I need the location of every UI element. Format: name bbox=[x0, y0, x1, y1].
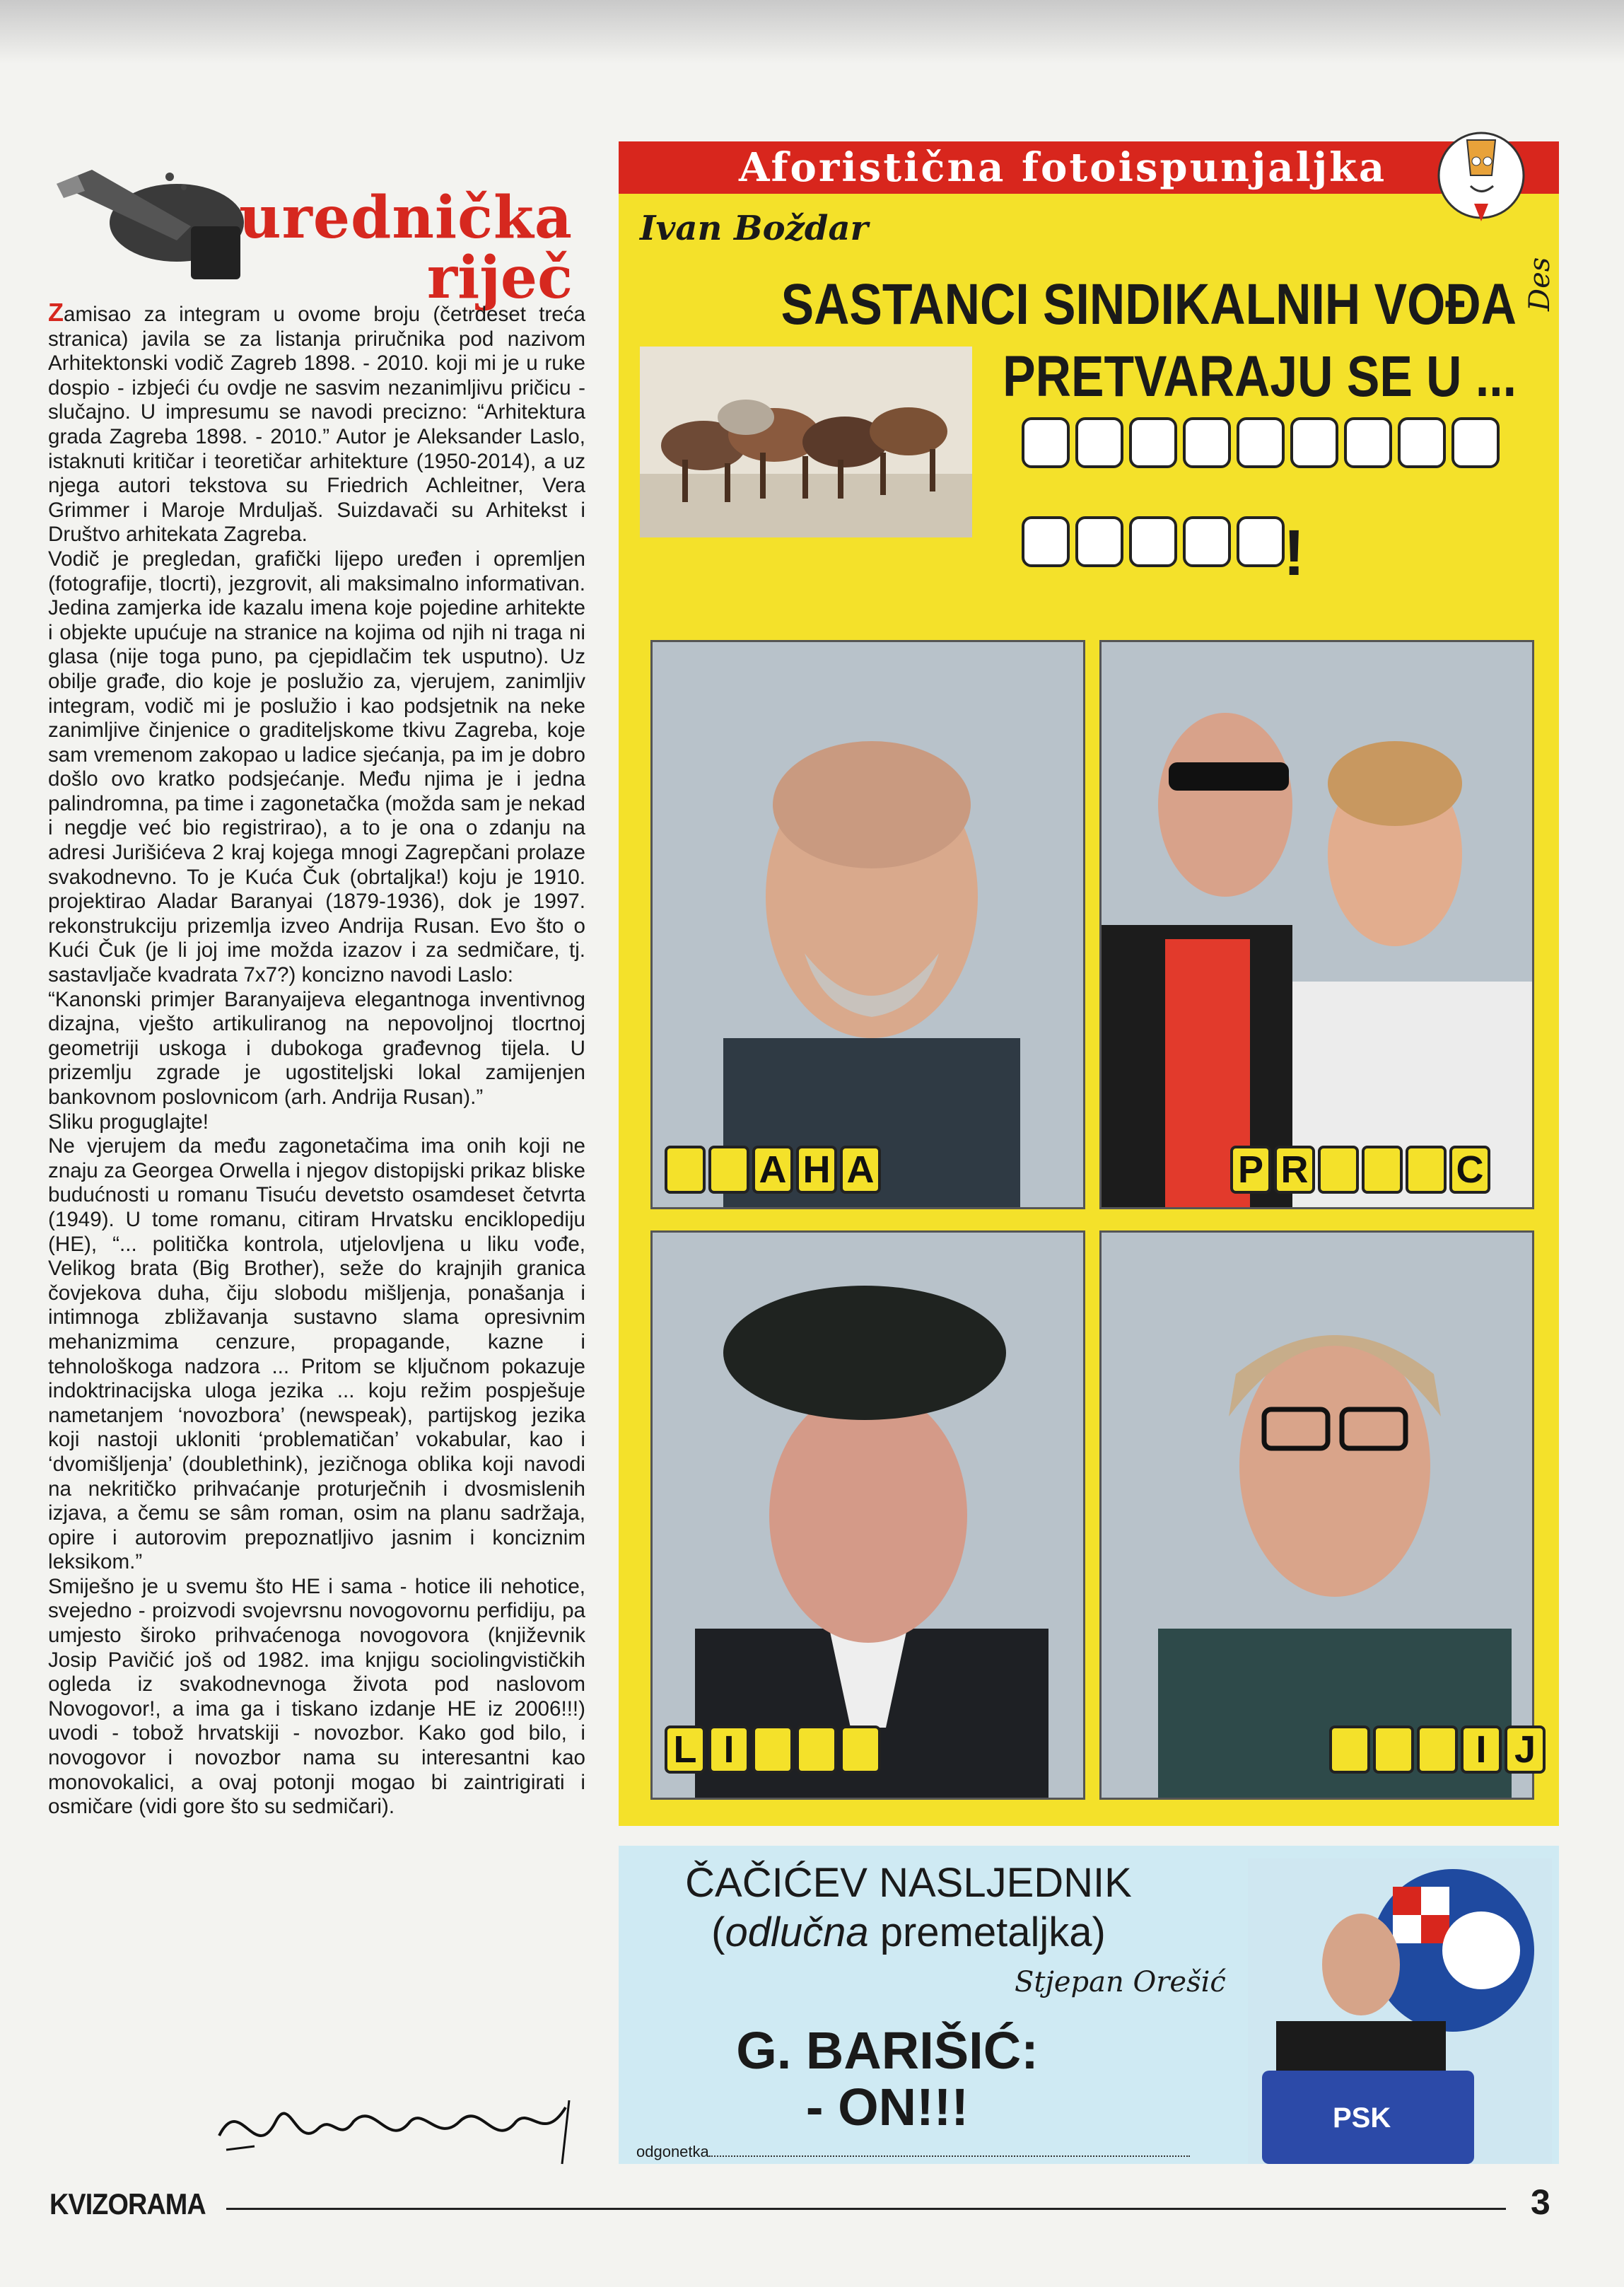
clue-cell[interactable]: H bbox=[796, 1146, 837, 1194]
answer-cell[interactable] bbox=[1183, 516, 1231, 567]
clue-cell[interactable] bbox=[796, 1726, 837, 1774]
premetaljka-title bbox=[661, 1858, 1156, 1957]
fotoispunjaljka-panel bbox=[619, 141, 1559, 1826]
editorial-paragraph: Sliku proguglajte! bbox=[48, 1110, 209, 1134]
pencil-mascot-icon bbox=[1428, 126, 1534, 225]
answer-cell[interactable] bbox=[1237, 417, 1285, 468]
editorial-paragraph-text: amisao za integram u ovome broju (četrdeset treća stranica) javila se za listanja priručnika pod nazivom Arhitektonski vodič Zagreb 1898. - 2010. koji mi je u ruke dospio - izbjeći ću ovdje ne sasvim nezanimljivu pričicu - slučajno. U impresumu se navodi precizno: “Arhitektura grada Zagreba 1898. - 2010.” Autor je Aleksander Laslo, istaknuti kritičar i teoretičar arhitekture (1950-2014), a uz njega autori tekstova su Friedrich Achleitner, Vera Grimmer i Maroje Mrduljaš. Suizdavači su Arhitekst i Društvo arhitekata Zagreba. bbox=[48, 303, 585, 547]
clue-cell[interactable] bbox=[1417, 1726, 1458, 1774]
clue-cell[interactable] bbox=[1406, 1146, 1447, 1194]
answer-row-1 bbox=[1022, 417, 1500, 468]
clue-cell[interactable] bbox=[1373, 1726, 1414, 1774]
premetaljka-subtitle bbox=[661, 1908, 1156, 1957]
editorial-paragraph: Vodič je pregledan, grafički lijepo uređen i opremljen (fotografije, tlocrti), jezgrovit, ali maksimalno informativan. Jedina zamjerka ide kazalu imena koje pojedine arhitekte i objekte upućuje na stranice na kojima od njih ni traga ni glasa (nije toga puno, pa cjepidlačim tek usputno). Uz obilje građe, dio koje je poslužio za, vjerujem, zanimljiv integram, vodič mi je poslužio i kao podsjetnik na neke zanimljive činjenice o graditeljskome tkivu Zagreba, koje sam vremenom zakopao u ladice sjećanja, pa im je dobro došlo ovo kratko podsjećanje. Među njima je i jedna palindromna, pa time i zagonetačka (možda sam je nekad i negdje već bio registrirao), a to je ona o zdanju na adresi Jurišićeva 2 kraj kojega mnogi Zagrepčani prolaze svakodnevno. To je Kuća Čuk (obrtaljka!) koju je 1910. projektirao Aladar Baranyai (1879-1936), dok je 1997. rekonstrukciju prizemlja izveo Andrija Rusan. Evo što o Kući Čuk (je li joj ime možda izazov i za sedmičare, tj. sastavljače kvadrata 7x7?) koncizno navodi Laslo: bbox=[48, 547, 585, 987]
headline-exclamation: ! bbox=[1283, 517, 1305, 589]
puzzle-banner: Aforistična fotoispunjaljka bbox=[619, 141, 1559, 194]
answer-cell[interactable] bbox=[1129, 516, 1177, 567]
premetaljka-box bbox=[619, 1846, 1559, 2164]
answer-line[interactable] bbox=[709, 2155, 1190, 2157]
answer-cell[interactable] bbox=[1290, 417, 1338, 468]
answer-cell[interactable] bbox=[1183, 417, 1231, 468]
clue-cell[interactable]: C bbox=[1449, 1146, 1490, 1194]
answer-cell[interactable] bbox=[1237, 516, 1285, 567]
clue-cell[interactable] bbox=[665, 1146, 706, 1194]
premetaljka-line1: G. BARIŠIĆ: bbox=[736, 2021, 1039, 2080]
fountain-pen-inkwell-icon bbox=[49, 156, 262, 283]
clue-cell[interactable]: L bbox=[665, 1726, 706, 1774]
clue-cell[interactable] bbox=[752, 1726, 793, 1774]
answer-cell[interactable] bbox=[1075, 417, 1123, 468]
premetaljka-author: Stjepan Orešić bbox=[1015, 1966, 1226, 1998]
answer-cell[interactable] bbox=[1451, 417, 1500, 468]
photo-clue-3 bbox=[650, 1230, 1085, 1800]
subtitle-italic: odlučna bbox=[725, 1909, 869, 1955]
jersey-text: PSK bbox=[1333, 2102, 1391, 2134]
answer-cell[interactable] bbox=[1022, 516, 1070, 567]
answer-row-2 bbox=[1022, 516, 1285, 567]
photo-clue-2-cells bbox=[1230, 1146, 1490, 1194]
photo-clue-2 bbox=[1099, 640, 1534, 1209]
editorial-paragraph: “Kanonski primjer Baranyaijeva elegantnoga inventivnog dizajna, vješto artikuliranog na nepovoljnoj tlocrtnoj geometriji uskoga i dubokoga građevnog tijela. U prizemlju zgrade je ugostiteljski lokal zamijenjen bankovnom poslovnicom (arh. Andrija Rusan).” bbox=[48, 987, 585, 1109]
editorial-body bbox=[48, 298, 585, 2097]
scan-top-shadow bbox=[0, 0, 1624, 64]
puzzle-side-tag: Des bbox=[1524, 257, 1556, 311]
clue-cell[interactable]: I bbox=[708, 1726, 749, 1774]
photo-clue-1-cells bbox=[665, 1146, 881, 1194]
editorial-title-line1: urednička bbox=[239, 184, 573, 252]
puzzle-author: Ivan Boždar bbox=[640, 209, 868, 248]
clue-cell[interactable] bbox=[1362, 1146, 1403, 1194]
editorial-header bbox=[49, 141, 587, 312]
footer-rule bbox=[226, 2208, 1506, 2210]
premetaljka-line2: - ON!!! bbox=[805, 2078, 969, 2136]
photo-clue-1 bbox=[650, 640, 1085, 1209]
editorial-paragraph: Ne vjerujem da među zagonetačima ima onih koji ne znaju za Georgea Orwella i njegov distopijski prikaz bliske budućnosti u romanu Tisuću devetsto osamdeset četvrta (1949). U tome romanu, citiram Hrvatsku enciklopediju (HE), “... politička kontrola, utjelovljena u liku vođe, Velikog brata (Big Brother), seže do krajnjih granica čovjekova duha, čiju slobodu mišljenja, ponašanja i intimnoga zbližavanja sustavno slama opresivnim mehanizmima cenzure, propagande, kazne i tehnološkoga nadzora ... Pritom se ključnom pokazuje indoktrinacijska uloga jezika ... koju režim pospješuje nametanjem ‘novozbora’ (newspeak), partijskog jezika koji nastoji ukloniti ‘problematičan’ vokabular, kao i ‘dvomišljenja’ (doublethink), jezičnoga oblika koji navodi na nekritičko prihvaćanje proturječnih i dvosmislenih izjava, a čemu se sâm roman, osim na planu sadržaja, opire i autorovim prepoznatljivo jasnim i konciznim leksikom.” bbox=[48, 1134, 585, 1574]
subtitle-rest: premetaljka) bbox=[868, 1909, 1106, 1955]
premetaljka-title-line: ČAČIĆEV NASLJEDNIK bbox=[685, 1860, 1132, 1906]
answer-cell[interactable] bbox=[1344, 417, 1392, 468]
portrait-elderly-man-beret bbox=[653, 1233, 1085, 1800]
answer-cell[interactable] bbox=[1129, 417, 1177, 468]
portrait-man-glasses bbox=[1102, 1233, 1534, 1800]
clue-cell[interactable] bbox=[1318, 1146, 1359, 1194]
clue-cell[interactable]: R bbox=[1274, 1146, 1315, 1194]
clue-cell[interactable]: I bbox=[1461, 1726, 1502, 1774]
premetaljka-text bbox=[703, 2023, 1071, 2136]
magazine-logo: KVIZORAMA bbox=[49, 2187, 206, 2221]
clue-cell[interactable]: P bbox=[1230, 1146, 1271, 1194]
editor-signature bbox=[212, 2079, 580, 2171]
page-number: 3 bbox=[1531, 2182, 1550, 2222]
answer-label: odgonetka bbox=[636, 2143, 709, 2160]
answer-field[interactable] bbox=[636, 2143, 1190, 2161]
clue-cell[interactable]: A bbox=[752, 1146, 793, 1194]
portrait-two-men bbox=[1102, 642, 1534, 1209]
coach-with-jersey-photo bbox=[1248, 1858, 1552, 2164]
portrait-man-grey-hair bbox=[653, 642, 1085, 1209]
editorial-paragraph bbox=[48, 298, 585, 547]
horses-photo bbox=[640, 347, 972, 537]
editorial-title-line2: riječ bbox=[426, 244, 573, 312]
answer-cell[interactable] bbox=[1398, 417, 1446, 468]
answer-cell[interactable] bbox=[1022, 417, 1070, 468]
clue-cell[interactable] bbox=[1329, 1726, 1370, 1774]
photo-clue-4-cells bbox=[1329, 1726, 1546, 1774]
drop-cap: Z bbox=[48, 298, 64, 327]
subtitle-paren: ( bbox=[711, 1909, 725, 1955]
answer-cell[interactable] bbox=[1075, 516, 1123, 567]
clue-cell[interactable]: J bbox=[1505, 1726, 1546, 1774]
clue-cell[interactable] bbox=[708, 1146, 749, 1194]
photo-clue-4 bbox=[1099, 1230, 1534, 1800]
clue-cell[interactable]: A bbox=[840, 1146, 881, 1194]
headline-line1: SASTANCI SINDIKALNIH VOĐA bbox=[781, 272, 1517, 337]
clue-cell[interactable] bbox=[840, 1726, 881, 1774]
editorial-paragraph: Smiješno je u svemu što HE i sama - hotice ili nehotice, svejedno - proizvodi svojevrsnu novogovornu perfidiju, pa umjesto široko prihvaćenoga novogovora (književnik Josip Pavičić još od 1982. ima knjigu sociolingvističkih ogleda iz svakodnevnoga života pod naslovom Novogovor!, a ima ga i tiskano izdanje HE iz 2006!!!) uvodi - tobož hrvatskiji - novozbor. Kako god bilo, i novogovor i novozbor nama su interesantni kao monovokalici, a ovaj potonji mogao bi zaintrigirati i osmičare (vidi gore što su sedmičari). bbox=[48, 1574, 585, 1819]
headline-line2: PRETVARAJU SE U ... bbox=[1003, 344, 1517, 409]
photo-clue-3-cells bbox=[665, 1726, 881, 1774]
